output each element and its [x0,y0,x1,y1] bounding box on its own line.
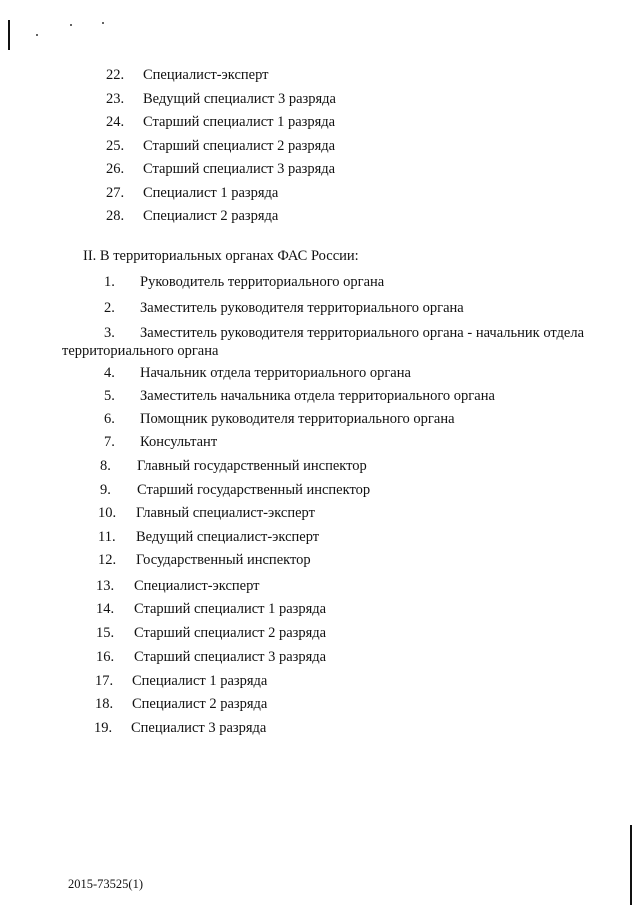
list-item-text: Старший специалист 1 разряда [143,114,336,130]
list-item-number: 18. [95,696,114,712]
list-item-number: 1. [104,274,115,290]
list-item-text: Заместитель начальника отдела территориального органа [140,388,495,404]
list-item-text: Главный государственный инспектор [137,458,367,474]
list-item-text: Руководитель территориального органа [140,274,385,290]
list-item-text: Начальник отдела территориального органа [140,365,411,381]
scan-edge-mark-left [8,20,10,50]
list-item-text: Специалист 1 разряда [132,673,268,689]
list-item-text: Главный специалист-эксперт [136,505,315,521]
list-item-number: 3. [104,325,115,341]
list-item-text: Ведущий специалист-эксперт [136,529,320,545]
scan-speck [102,22,104,24]
list-item-text: Специалист 3 разряда [131,720,267,736]
list-item-text: Специалист-эксперт [143,67,269,83]
scan-speck [36,34,38,36]
list-item-number: 12. [98,552,117,568]
list-item-number: 13. [96,578,115,594]
list-item-text: Старший государственный инспектор [137,482,371,498]
list-item-text: Помощник руководителя территориального органа [140,411,455,427]
section-heading: II. В территориальных органах ФАС России: [83,248,359,264]
list-item-text: Старший специалист 1 разряда [134,601,327,617]
list-item-number: 25. [106,138,125,154]
list-item-number: 14. [96,601,115,617]
list-item-text: Заместитель руководителя территориального органа [140,300,464,316]
list-item-text: Специалист 2 разряда [143,208,279,224]
list-item-number: 19. [94,720,113,736]
list-item-number: 24. [106,114,125,130]
list-item-number: 10. [98,505,117,521]
list-item-text: Старший специалист 3 разряда [134,649,327,665]
list-item-number: 11. [98,529,116,545]
list-item-number: 23. [106,91,125,107]
list-item-number: 15. [96,625,115,641]
list-item-text: Старший специалист 2 разряда [143,138,336,154]
list-item-text: Специалист 2 разряда [132,696,268,712]
list-item-number: 27. [106,185,125,201]
document-code: 2015-73525(1) [68,877,143,891]
list-item-number: 4. [104,365,115,381]
scan-speck [70,24,72,26]
list-item-number: 8. [100,458,111,474]
list-item-text: Специалист-эксперт [134,578,260,594]
list-item-number: 9. [100,482,111,498]
list-item-text: Старший специалист 3 разряда [143,161,336,177]
list-item-number: 7. [104,434,115,450]
list-item-text: Консультант [140,434,218,450]
list-item-text: Заместитель руководителя территориального органа - начальник отдела [140,325,585,341]
list-item-number: 17. [95,673,114,689]
list-item-text: Специалист 1 разряда [143,185,279,201]
list-item-number: 16. [96,649,115,665]
list-item-number: 28. [106,208,125,224]
list-item-text: Ведущий специалист 3 разряда [143,91,336,107]
list-item-continuation: территориального органа [62,343,219,359]
list-item-text: Старший специалист 2 разряда [134,625,327,641]
list-item-number: 26. [106,161,125,177]
list-item-number: 6. [104,411,115,427]
scan-edge-mark-right [630,825,632,905]
list-item-text: Государственный инспектор [136,552,311,568]
list-item-number: 2. [104,300,115,316]
list-item-number: 22. [106,67,125,83]
list-item-number: 5. [104,388,115,404]
